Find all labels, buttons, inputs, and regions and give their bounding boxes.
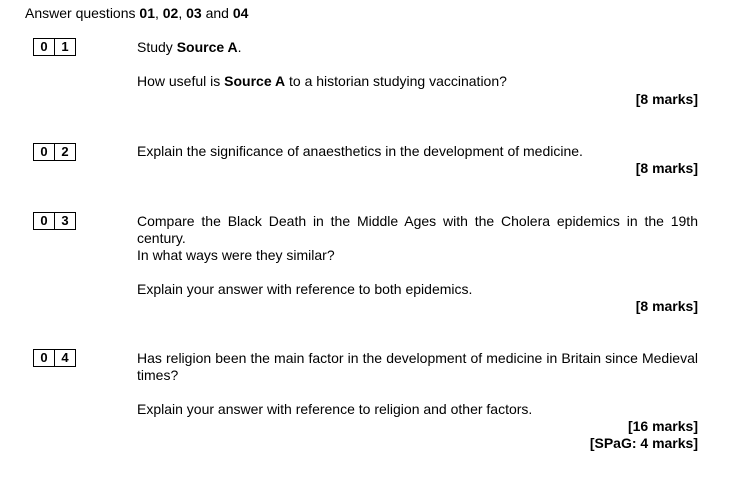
question-03-text xyxy=(137,213,698,264)
question-01-prompt xyxy=(137,73,698,90)
marks-value: [16 marks] xyxy=(627,418,698,434)
source-reference: Source A xyxy=(176,39,238,55)
question-ref-03: 03 xyxy=(186,5,202,21)
question-02-text xyxy=(137,143,698,160)
question-04-text xyxy=(137,350,698,384)
source-reference: Source A xyxy=(224,73,286,89)
question-01-line-1 xyxy=(137,39,698,56)
question-02-marks: [8 marks] xyxy=(635,160,698,176)
question-01-marks: [8 marks] xyxy=(635,91,698,107)
question-03-line-3: Explain your answer with reference to both epidemics. xyxy=(137,281,473,297)
question-03-marks: [8 marks] xyxy=(635,298,698,314)
separator: , xyxy=(154,5,163,21)
question-03-line-1: Compare the Black Death in the Middle Ages with the Cholera epidemics in the 19th century. xyxy=(137,213,698,246)
question-04-marks xyxy=(590,418,698,452)
question-ref-01: 01 xyxy=(139,5,155,21)
question-digit: 0 xyxy=(40,350,48,365)
separator: , xyxy=(178,5,187,21)
question-04-line-1: Has religion been the main factor in the development of medicine in Britain since Medieval times? xyxy=(137,350,698,383)
question-ref-04: 04 xyxy=(232,5,249,21)
question-digit: 4 xyxy=(54,350,75,366)
text-run: How useful is xyxy=(137,73,225,89)
question-number-box-03 xyxy=(33,212,76,230)
question-digit: 0 xyxy=(40,144,48,159)
question-03-line-2: In what ways were they similar? xyxy=(137,247,335,263)
text-run: to a historian studying vaccination? xyxy=(285,73,507,89)
question-04-prompt xyxy=(137,401,698,418)
question-02-line-1: Explain the significance of anaesthetics in the development of medicine. xyxy=(137,143,583,159)
question-number-box-02 xyxy=(33,143,76,161)
spag-marks-value: [SPaG: 4 marks] xyxy=(589,435,698,451)
question-digit: 3 xyxy=(54,213,75,229)
text-run: . xyxy=(237,39,242,55)
instructions xyxy=(25,5,248,21)
text-run: Study xyxy=(137,39,177,55)
question-digit: 0 xyxy=(40,39,48,54)
question-digit: 0 xyxy=(40,213,48,228)
instructions-prefix: Answer questions xyxy=(25,5,140,21)
question-digit: 1 xyxy=(54,39,75,55)
question-ref-02: 02 xyxy=(162,5,179,21)
question-digit: 2 xyxy=(54,144,75,160)
question-03-prompt xyxy=(137,281,698,298)
question-number-box-01 xyxy=(33,38,76,56)
question-04-line-2: Explain your answer with reference to religion and other factors. xyxy=(137,401,533,417)
question-01-line-2 xyxy=(137,73,698,90)
question-01-text xyxy=(137,39,698,56)
separator: and xyxy=(201,5,233,21)
question-number-box-04 xyxy=(33,349,76,367)
